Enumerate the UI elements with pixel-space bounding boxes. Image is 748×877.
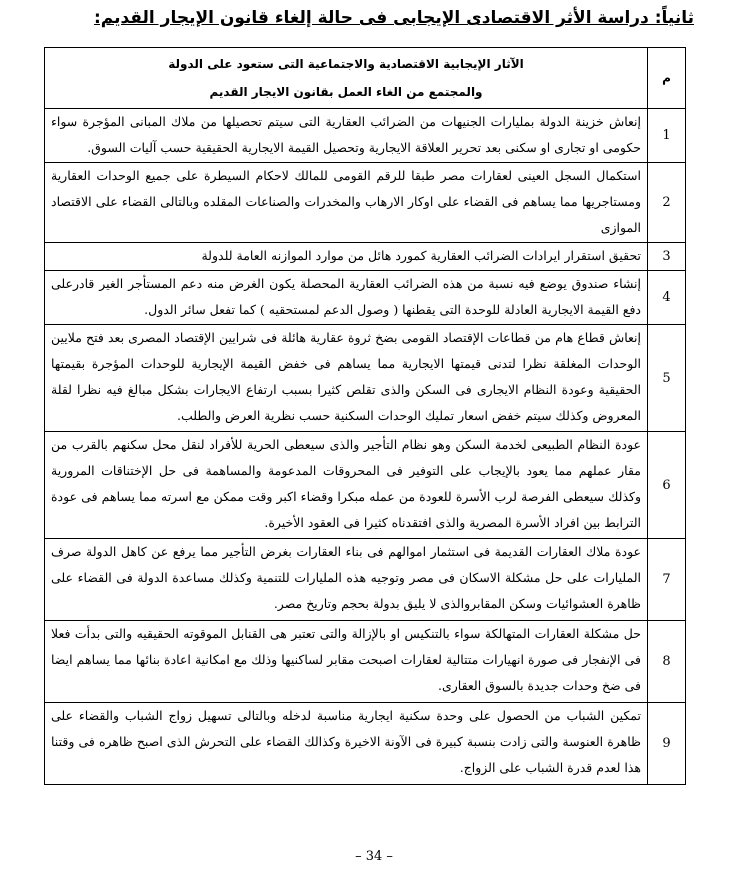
page-number: – 34 – [355, 849, 393, 864]
row-number: 2 [648, 163, 686, 243]
row-text: تحقيق استقرار ايرادات الضرائب العقارية كمورد هائل من موارد الموازنه العامة للدولة [45, 243, 648, 271]
row-text: عودة النظام الطبيعى لخدمة السكن وهو نظام التأجير والذى سيعطى الحرية للأفراد لنقل محل سكنهم بالقرب من مقار عملهم مما يعود بالإيجاب على التوفير فى المحروقات المدعومة والمساهمة فى حل الإختناقات المرورية وكذلك سيعطى الفرصة لرب الأسرة للعودة من عمله مبكرا وقضاء اكبر وقت ممكن مع اسرته مما يساهم فى عودة الترابط بين افراد الأسرة المصرية والذى افتقدناه كثيرا فى العقود الأخيرة. [45, 432, 648, 539]
row-text: حل مشكلة العقارات المتهالكة سواء بالتنكيس او بالإزالة والتى تعتبر هى القنابل الموقوته الحقيقيه والتى بدأت فعلا فى الإنفجار فى صورة انهيارات متتالية لعقارات اصبحت مقابر لساكنيها وذلك مع امكانية اعادة بنائها مما يساهم ايضا فى ضخ وحدات جديدة بالسوق العقارى. [45, 621, 648, 703]
row-text: استكمال السجل العينى لعقارات مصر طبقا للرقم القومى للمالك لاحكام السيطرة على جميع الوحدات العقارية ومستاجريها مما يساهم فى القضاء على اوكار الارهاب والمخدرات والصناعات المقلده وبالتالى القضاء على الاقتصاد الموازى [45, 163, 648, 243]
row-text: تمكين الشباب من الحصول على وحدة سكنية ايجارية مناسبة لدخله وبالتالى تسهيل زواج الشباب والقضاء على ظاهرة العنوسة والتى زادت بنسبة كبيرة فى الآونة الاخيرة وكذالك القضاء على التحرش الذى اصبح ظاهره فى وقتنا هذا لعدم قدرة الشباب على الزواج. [45, 703, 648, 785]
row-number: 6 [648, 432, 686, 539]
table-row [45, 163, 686, 243]
row-text: إنشاء صندوق يوضع فيه نسبة من هذه الضرائب العقارية المحصلة يكون الغرض منه دعم المستأجر الغير قادرعلى دفع القيمة الايجارية العادلة للوحدة التى يقطنها ( وصول الدعم لمستحقيه ) كما تفعل سائر الدول. [45, 271, 648, 325]
table-row [45, 271, 686, 325]
economic-effects-table [44, 47, 686, 785]
row-text: إنعاش خزينة الدولة بمليارات الجنيهات من الضرائب العقارية التى سيتم تحصيلها من ملاك المبانى المؤجرة سواء حكومى او تجارى او سكنى بعد تحرير العلاقة الايجارية وتحصيل القيمة الايجارية الحقيقية حسب آليات السوق. [45, 109, 648, 163]
row-number: 7 [648, 539, 686, 621]
row-text: عودة ملاك العقارات القديمة فى استثمار اموالهم فى بناء العقارات بغرض التأجير مما يرفع عن كاهل الدولة صرف المليارات على حل مشكلة الاسكان فى مصر وتوجيه هذه المليارات للتنمية وكذلك مساعدة الدولة فى القضاء على ظاهرة العشوائيات وسكن المقابروالذى لا يليق بدولة بحجم وتاريخ مصر. [45, 539, 648, 621]
row-number: 4 [648, 271, 686, 325]
header-number-column: م [648, 48, 686, 109]
table-row [45, 325, 686, 432]
table-row [45, 703, 686, 785]
table-row [45, 109, 686, 163]
table-row [45, 621, 686, 703]
header-line-2: والمجتمع من الغاء العمل بقانون الايجار القديم [209, 85, 483, 99]
row-text: إنعاش قطاع هام من قطاعات الإقتصاد القومى بضخ ثروة عقارية هائلة فى شرايين الإقتصاد المصرى بعد فتح ملايين الوحدات المغلقة نظرا لتدنى قيمتها الايجارية مما يساهم فى خفض القيمة الإيجارية للوحدات المؤجرة بقيمتها الحقيقية وعودة النظام الايجارى فى السكن والذى تقلص كثيرا بسبب ارتفاع الايجارات بشكل مبالغ فيه نظرا لقلة المعروض وكذلك سيتم خفض اسعار تمليك الوحدات السكنية حسب نظرية العرض والطلب. [45, 325, 648, 432]
table-row [45, 243, 686, 271]
header-line-1: الآثار الإيجابية الاقتصادية والاجتماعية التى ستعود على الدولة [168, 57, 524, 71]
row-number: 5 [648, 325, 686, 432]
row-number: 8 [648, 621, 686, 703]
row-number: 1 [648, 109, 686, 163]
table-row [45, 432, 686, 539]
row-number: 3 [648, 243, 686, 271]
table-header-row [45, 48, 686, 109]
row-number: 9 [648, 703, 686, 785]
table-row [45, 539, 686, 621]
header-effects-column [45, 48, 648, 109]
page-heading: ثانياً: دراسة الأثر الاقتصادى الإيجابى فى حالة إلغاء قانون الإيجار القديم: [93, 8, 694, 28]
